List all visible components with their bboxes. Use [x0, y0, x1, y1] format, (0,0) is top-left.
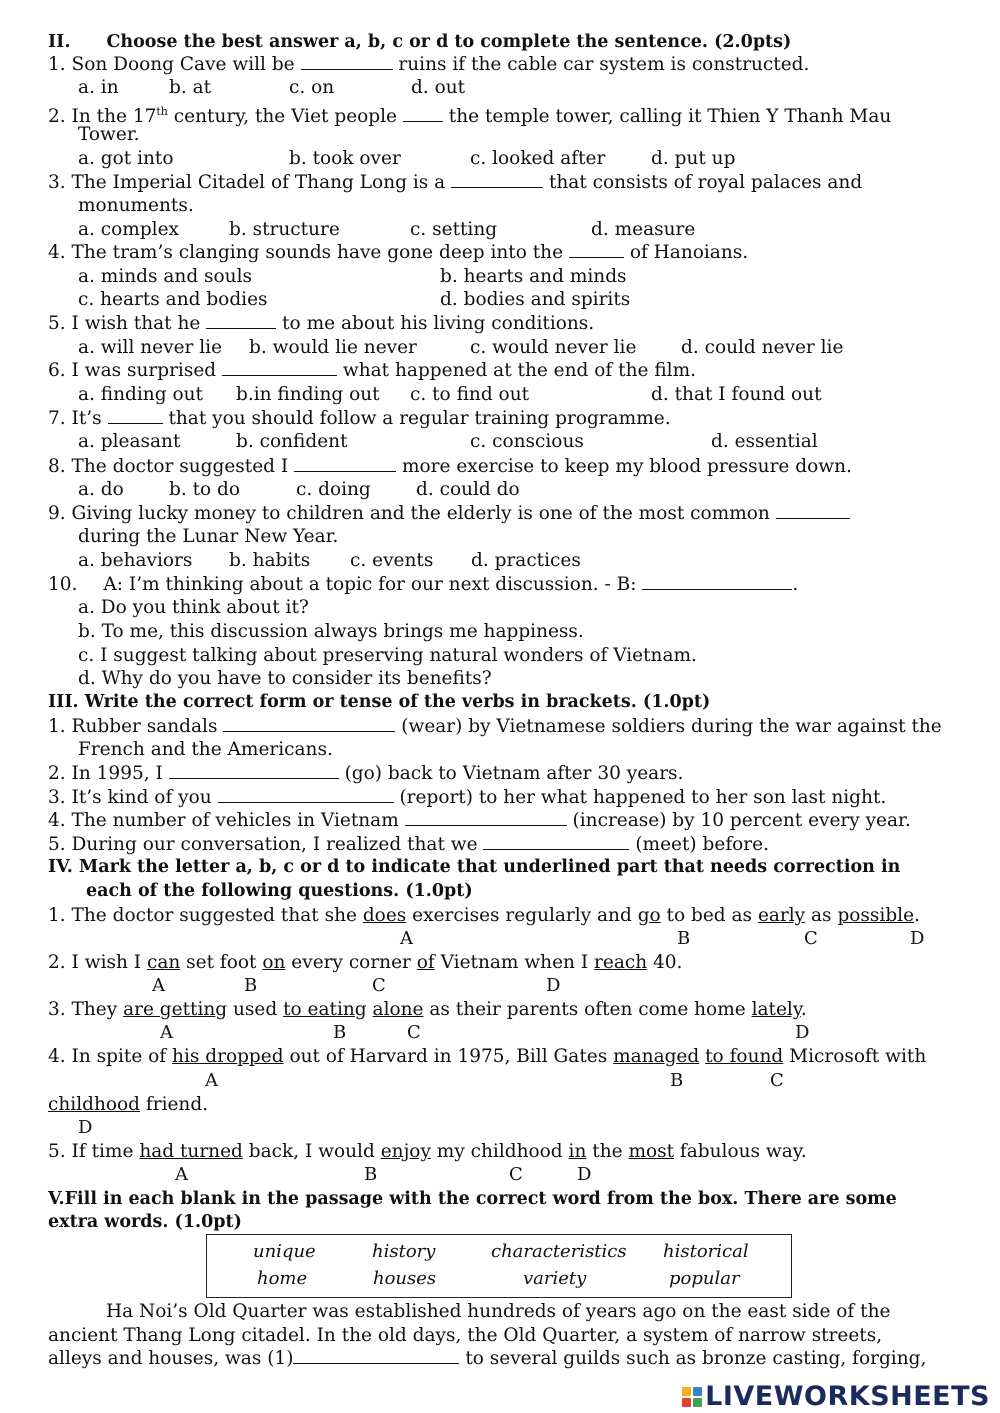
word-option[interactable]: houses: [373, 1268, 437, 1289]
section-4-heading-cont: each of the following questions. (1.0pt): [86, 881, 473, 901]
question-3: 3. The Imperial Citadel of Thang Long is a that consists of royal palaces and: [48, 172, 863, 193]
word-option[interactable]: historical: [663, 1241, 749, 1262]
word-option[interactable]: variety: [523, 1268, 587, 1289]
option-label-d: D: [78, 1117, 93, 1138]
section-4-heading: IV. Mark the letter a, b, c or d to indicate that underlined part that needs correction in: [48, 857, 901, 877]
logo-text: LIVEWORKSHEETS: [705, 1381, 990, 1412]
option-label-b: B: [677, 928, 691, 949]
word-option[interactable]: unique: [253, 1241, 316, 1262]
option-label-a: A: [400, 928, 413, 949]
option-label-d: D: [577, 1164, 592, 1185]
liveworksheets-logo: [682, 1381, 990, 1412]
question-9-cont: during the Lunar New Year.: [78, 526, 339, 547]
verb-question-5: 5. During our conversation, I realized that we (meet) before.: [48, 834, 769, 855]
answer-blank[interactable]: [218, 786, 394, 803]
option-label-b: B: [244, 975, 258, 996]
question-5: 5. I wish that he to me about his living conditions.: [48, 313, 595, 334]
option-label-b: B: [333, 1022, 347, 1043]
answer-blank[interactable]: [293, 1347, 459, 1364]
q10-option-b: b. To me, this discussion always brings me happiness.: [78, 621, 584, 642]
word-option[interactable]: home: [257, 1268, 308, 1289]
question-3-cont: monuments.: [78, 195, 194, 216]
option-label-d: D: [910, 928, 925, 949]
option-label-d: D: [546, 975, 561, 996]
q6-options: a. finding out b.in finding out c. to find out d. that I found out: [78, 384, 822, 405]
answer-blank[interactable]: [206, 312, 276, 329]
option-label-b: B: [670, 1070, 684, 1091]
option-label-c: C: [372, 975, 386, 996]
error-question-1: 1. The doctor suggested that she does exercises regularly and go to bed as early as possible.: [48, 905, 920, 926]
error-question-3: 3. They are getting used to eating alone as their parents often come home lately.: [48, 999, 807, 1020]
answer-blank[interactable]: [294, 455, 396, 472]
word-box: [206, 1234, 792, 1298]
question-9: 9. Giving lucky money to children and the elderly is one of the most common: [48, 502, 850, 525]
option-label-a: A: [152, 975, 165, 996]
word-option[interactable]: history: [372, 1241, 436, 1262]
q4-options-row2: c. hearts and bodies d. bodies and spirits: [78, 289, 631, 310]
question-4: 4. The tram’s clanging sounds have gone deep into the of Hanoians.: [48, 242, 749, 263]
q8-options: a. do b. to do c. doing d. could do: [78, 479, 520, 500]
error-question-4-cont: childhood friend.: [48, 1094, 209, 1115]
option-label-c: C: [509, 1164, 523, 1185]
question-10: 10. A: I’m thinking about a topic for our next discussion. - B: .: [48, 574, 799, 595]
answer-blank[interactable]: [405, 809, 567, 826]
q1-options: a. in b. at c. on d. out: [78, 77, 466, 98]
answer-blank[interactable]: [776, 502, 850, 519]
option-label-b: B: [364, 1164, 378, 1185]
section-2-heading: II. Choose the best answer a, b, c or d to complete the sentence. (2.0pts): [48, 32, 792, 52]
answer-blank[interactable]: [451, 171, 543, 188]
question-2-cont: Tower.: [78, 124, 140, 145]
option-label-c: C: [804, 928, 818, 949]
passage-line: alleys and houses, was (1) to several guilds such as bronze casting, forging,: [48, 1348, 927, 1369]
error-question-4: 4. In spite of his dropped out of Harvard in 1975, Bill Gates managed to found Microsoft with: [48, 1046, 927, 1067]
verb-question-3: 3. It’s kind of you (report) to her what happened to her son last night.: [48, 787, 887, 808]
verb-question-1-cont: French and the Americans.: [78, 739, 333, 760]
verb-question-4: 4. The number of vehicles in Vietnam (increase) by 10 percent every year.: [48, 810, 911, 831]
answer-blank[interactable]: [222, 359, 337, 376]
q7-options: a. pleasant b. confident c. conscious d. essential: [78, 431, 818, 452]
passage-line: Ha Noi’s Old Quarter was established hundreds of years ago on the east side of the: [106, 1301, 891, 1322]
answer-blank[interactable]: [483, 833, 629, 850]
option-label-a: A: [205, 1070, 218, 1091]
q10-option-a: a. Do you think about it?: [78, 597, 309, 618]
passage-line: ancient Thang Long citadel. In the old days, the Old Quarter, a system of narrow streets,: [48, 1325, 883, 1346]
error-question-2: 2. I wish I can set foot on every corner of Vietnam when I reach 40.: [48, 952, 683, 973]
verb-question-1: 1. Rubber sandals (wear) by Vietnamese soldiers during the war against the: [48, 716, 942, 737]
word-option[interactable]: characteristics: [491, 1241, 627, 1262]
question-7: 7. It’s that you should follow a regular training programme.: [48, 408, 671, 429]
answer-blank[interactable]: [403, 105, 443, 122]
q5-options: a. will never lie b. would lie never c. would never lie d. could never lie: [78, 337, 844, 358]
answer-blank[interactable]: [169, 762, 339, 779]
option-label-d: D: [795, 1022, 810, 1043]
question-2: 2. In the 17th century, the Viet people the temple tower, calling it Thien Y Thanh Mau: [48, 105, 892, 128]
option-label-a: A: [160, 1022, 173, 1043]
answer-blank[interactable]: [569, 241, 624, 258]
answer-blank[interactable]: [301, 53, 393, 70]
q4-options-row1: a. minds and souls b. hearts and minds: [78, 266, 627, 287]
answer-blank[interactable]: [642, 573, 792, 590]
question-8: 8. The doctor suggested I more exercise to keep my blood pressure down.: [48, 456, 852, 477]
logo-grid-icon: [682, 1387, 702, 1407]
answer-blank[interactable]: [108, 407, 163, 424]
section-3-heading: III. Write the correct form or tense of the verbs in brackets. (1.0pt): [48, 692, 711, 712]
q9-options: a. behaviors b. habits c. events d. practices: [78, 550, 581, 571]
option-label-c: C: [770, 1070, 784, 1091]
question-1: 1. Son Doong Cave will be ruins if the cable car system is constructed.: [48, 54, 810, 75]
verb-question-2: 2. In 1995, I (go) back to Vietnam after 30 years.: [48, 763, 684, 784]
q10-option-c: c. I suggest talking about preserving natural wonders of Vietnam.: [78, 645, 697, 666]
q10-option-d: d. Why do you have to consider its benefits?: [78, 668, 492, 689]
section-5-heading-cont: extra words. (1.0pt): [48, 1212, 242, 1232]
q2-options: a. got into b. took over c. looked after d. put up: [78, 148, 736, 169]
option-label-a: A: [175, 1164, 188, 1185]
question-6: 6. I was surprised what happened at the end of the film.: [48, 360, 696, 381]
q3-options: a. complex b. structure c. setting d. measure: [78, 219, 696, 240]
section-5-heading: V.Fill in each blank in the passage with the correct word from the box. There are some: [48, 1189, 897, 1209]
answer-blank[interactable]: [223, 715, 395, 732]
word-option[interactable]: popular: [669, 1268, 740, 1289]
error-question-5: 5. If time had turned back, I would enjoy my childhood in the most fabulous way.: [48, 1141, 807, 1162]
option-label-c: C: [407, 1022, 421, 1043]
